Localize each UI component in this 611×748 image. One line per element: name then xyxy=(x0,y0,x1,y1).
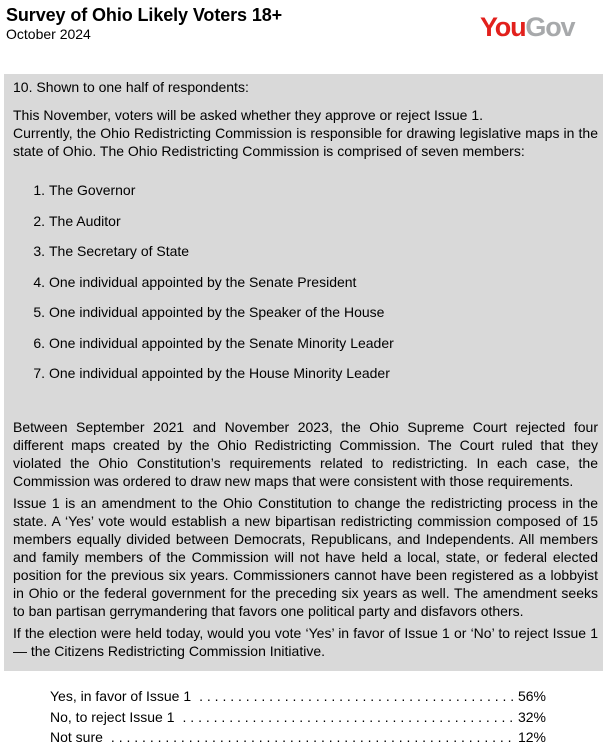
commission-members-list xyxy=(13,181,598,395)
list-item: 3. The Secretary of State xyxy=(33,243,190,259)
answer-row-not-sure xyxy=(50,727,546,748)
answer-row-yes xyxy=(50,686,546,707)
leader-dots xyxy=(183,707,516,728)
yougov-logo: YouGov xyxy=(480,12,575,42)
answer-value: 56% xyxy=(517,688,546,704)
list-item: 4. One individual appointed by the Senate President xyxy=(33,273,357,290)
leader-dots xyxy=(199,686,516,707)
answer-label: Not sure xyxy=(50,729,103,745)
question-prompt: If the election were held today, would you vote ‘Yes’ in favor of Issue 1 or ‘No’ to reject Issue 1 — the Citizens Redistricting Commission Initiative. xyxy=(13,624,598,659)
answer-label: No, to reject Issue 1 xyxy=(50,708,175,725)
question-box xyxy=(4,74,603,671)
header xyxy=(6,4,282,43)
list-item: 6. One individual appointed by the Senate Minority Leader xyxy=(33,334,394,351)
answer-label: Yes, in favor of Issue 1 xyxy=(50,688,192,704)
court-paragraph: Between September 2021 and November 2023, the Ohio Supreme Court rejected four different maps created by the Ohio Redistricting Commission. The Court ruled that they violated the Ohio Constitution’s requirements related to redistricting. In each case, the Commission was ordered to draw new maps that were consistent with those requirements. xyxy=(13,418,598,489)
leader-dots xyxy=(111,727,516,748)
question-background: Currently, the Ohio Redistricting Commission is responsible for drawing legislative maps in the state of Ohio. The Ohio Redistricting Commission is comprised of seven members: xyxy=(13,125,598,159)
question-intro: This November, voters will be asked whether they approve or reject Issue 1. xyxy=(13,107,483,123)
list-item: 7. One individual appointed by the House Minority Leader xyxy=(33,365,390,381)
answer-value: 12% xyxy=(517,729,546,745)
list-item: 2. The Auditor xyxy=(33,212,121,229)
list-item: 5. One individual appointed by the Speaker of the House xyxy=(33,304,385,320)
amendment-paragraph: Issue 1 is an amendment to the Ohio Constitution to change the redistricting process in the state. A ‘Yes’ vote would establish a new bipartisan redistricting commission composed of 15 members equally divided between Democrats, Republicans, and Independents. All members and family members of the Commission will not have held a local, state, or federal elected position for the previous six years. Commissioners cannot have been registered as a lobbyist in Ohio or the federal government for the preceding six years as well. The amendment seeks to ban partisan gerrymandering that favors one political party and disfavors others. xyxy=(13,494,598,619)
answer-row-no xyxy=(50,707,546,728)
survey-title: Survey of Ohio Likely Voters 18+ xyxy=(6,5,283,25)
survey-date: October 2024 xyxy=(6,26,91,42)
list-item: 1. The Governor xyxy=(33,182,136,198)
question-label: 10. Shown to one half of respondents: xyxy=(13,79,249,95)
answer-list xyxy=(50,686,546,748)
answer-value: 32% xyxy=(517,708,546,725)
